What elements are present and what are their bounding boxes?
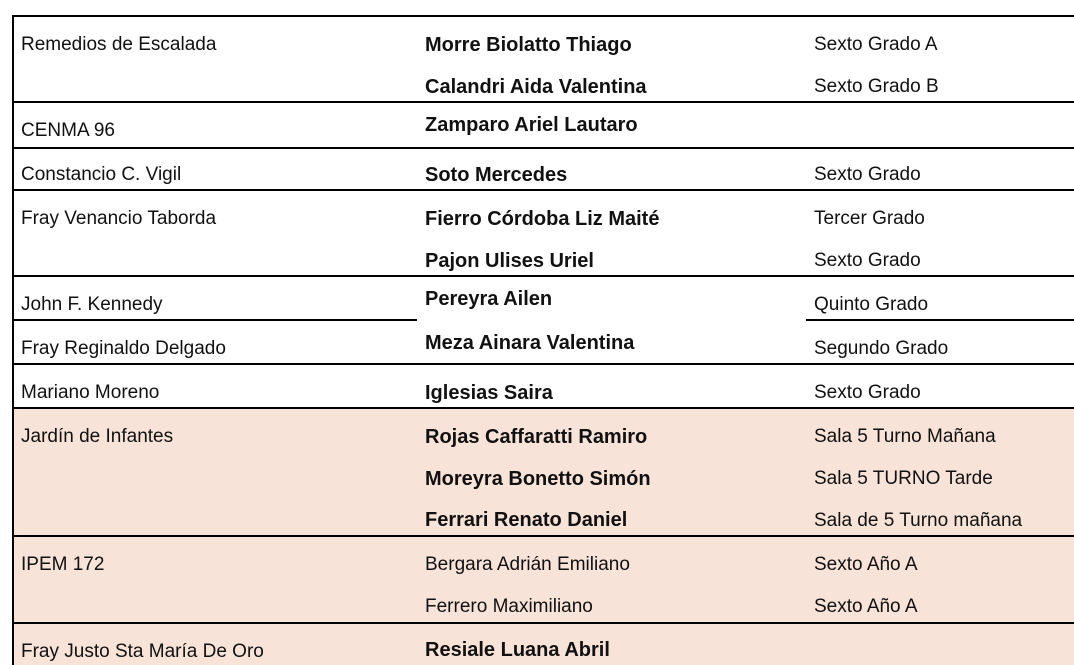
- school-cell: Fray Venancio Taborda: [21, 208, 217, 229]
- row-border: [12, 535, 1074, 537]
- left-border: [12, 16, 14, 665]
- row-border: [12, 15, 1074, 17]
- student-name-cell: Calandri Aida Valentina: [425, 76, 647, 98]
- student-name-cell: Soto Mercedes: [425, 164, 568, 186]
- school-cell: IPEM 172: [21, 554, 105, 575]
- school-cell: John F. Kennedy: [21, 294, 163, 315]
- school-cell: Remedios de Escalada: [21, 34, 217, 55]
- grade-cell: Sexto Grado A: [814, 34, 938, 55]
- school-cell: CENMA 96: [21, 120, 115, 141]
- grade-cell: Sexto Grado: [814, 382, 921, 403]
- grade-cell: Quinto Grado: [814, 294, 929, 315]
- grade-cell: Sexto Grado: [814, 164, 921, 185]
- row-border: [12, 147, 1074, 149]
- grade-cell: Sexto Año A: [814, 554, 918, 575]
- grade-cell: Sexto Grado: [814, 250, 921, 271]
- grade-cell: Sala 5 Turno Mañana: [814, 426, 996, 447]
- student-name-cell: Ferrero Maximiliano: [425, 596, 593, 617]
- grade-cell: Sexto Año A: [814, 596, 918, 617]
- grade-cell: Tercer Grado: [814, 208, 925, 229]
- student-name-cell: Moreyra Bonetto Simón: [425, 468, 651, 490]
- student-name-cell: Pajon Ulises Uriel: [425, 250, 594, 272]
- row-border: [12, 101, 1074, 103]
- grade-cell: Sala 5 TURNO Tarde: [814, 468, 993, 489]
- school-cell: Fray Reginaldo Delgado: [21, 338, 226, 359]
- school-cell: Jardín de Infantes: [21, 426, 174, 447]
- student-name-cell: Pereyra Ailen: [425, 288, 553, 310]
- student-name-cell: Resiale Luana Abril: [425, 639, 610, 661]
- row-border: [12, 275, 1074, 277]
- student-name-cell: Fierro Córdoba Liz Maité: [425, 208, 660, 230]
- row-border: [12, 622, 1074, 624]
- grade-cell: Sexto Grado B: [814, 76, 939, 97]
- student-name-cell: Zamparo Ariel Lautaro: [425, 114, 638, 136]
- student-name-cell: Ferrari Renato Daniel: [425, 509, 628, 531]
- student-name-cell: Bergara Adrián Emiliano: [425, 554, 630, 575]
- grade-cell: Segundo Grado: [814, 338, 949, 359]
- student-name-cell: Iglesias Saira: [425, 382, 553, 404]
- row-border: [12, 407, 1074, 409]
- school-cell: Mariano Moreno: [21, 382, 160, 403]
- student-name-cell: Morre Biolatto Thiago: [425, 34, 632, 56]
- student-name-cell: Rojas Caffaratti Ramiro: [425, 426, 648, 448]
- row-border-partial: [806, 319, 1074, 321]
- row-border-partial: [12, 319, 417, 321]
- row-border: [12, 363, 1074, 365]
- row-border: [12, 189, 1074, 191]
- school-cell: Fray Justo Sta María De Oro: [21, 641, 264, 662]
- school-cell: Constancio C. Vigil: [21, 164, 182, 185]
- student-name-cell: Meza Ainara Valentina: [425, 332, 635, 354]
- grade-cell: Sala de 5 Turno mañana: [814, 510, 1023, 531]
